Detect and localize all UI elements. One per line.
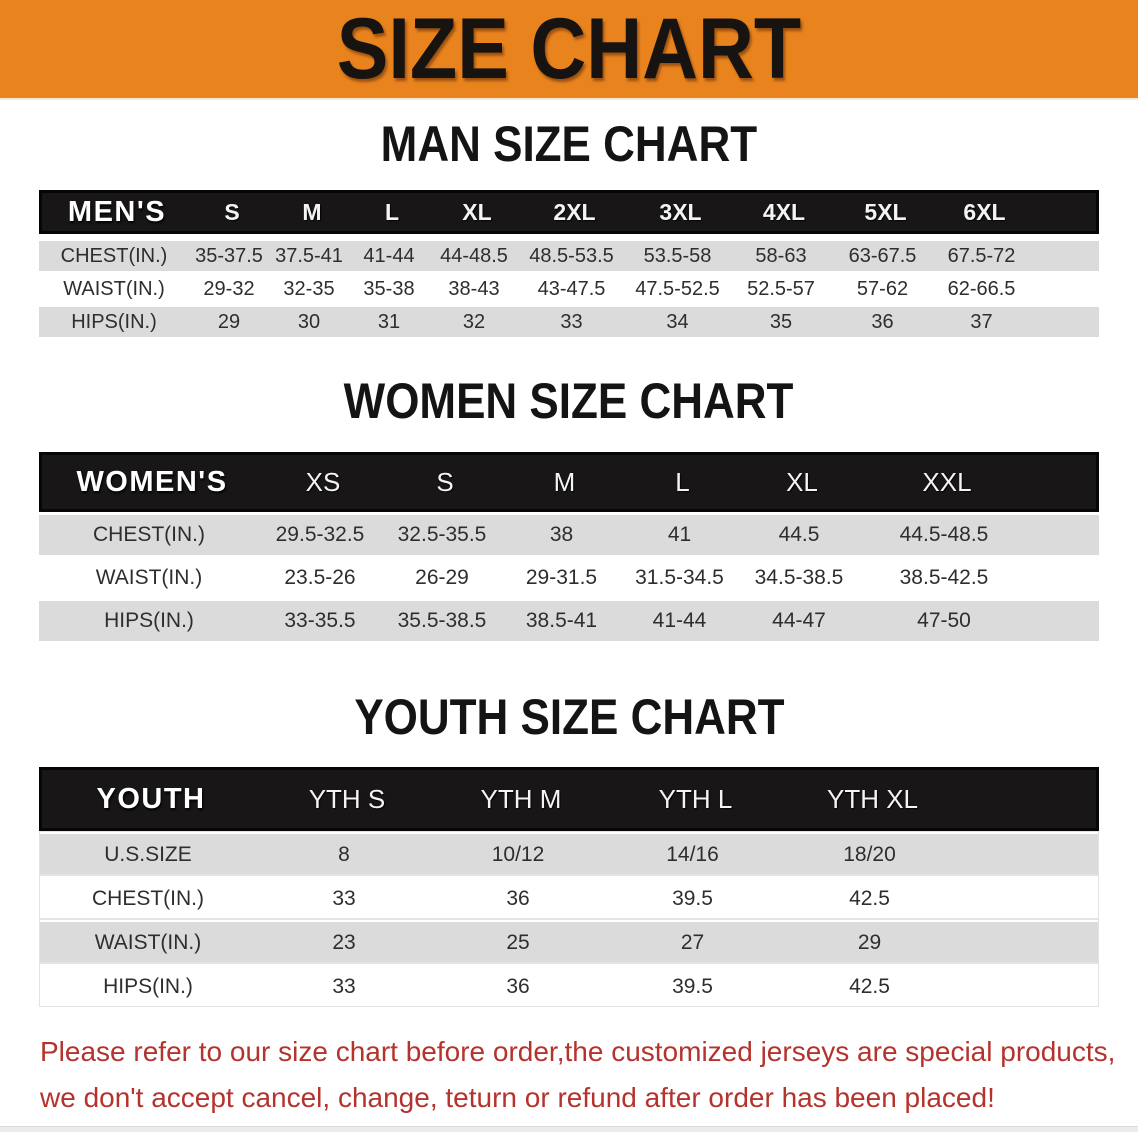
size-value-cell: 31 [377, 310, 401, 333]
size-value-cell: 23 [332, 930, 356, 954]
table-row [39, 919, 1099, 963]
banner [0, 0, 1138, 100]
size-value-cell: 58-63 [755, 244, 807, 267]
size-value-cell: 44-48.5 [440, 244, 508, 267]
size-value-cell: 25 [506, 930, 530, 954]
measurement-row-label: CHEST(IN.) [60, 244, 168, 267]
women-size-table [39, 452, 1099, 641]
table-row [39, 875, 1099, 919]
size-value-cell: 36 [506, 974, 530, 998]
size-value-cell: 36 [506, 886, 530, 910]
size-value-cell: 29 [217, 310, 241, 333]
size-column-header: L [384, 198, 400, 225]
size-value-cell: 57-62 [856, 277, 909, 300]
size-value-cell: 42.5 [849, 974, 890, 998]
size-column-header: L [675, 466, 690, 497]
table-body [39, 512, 1099, 641]
size-value-cell: 47-50 [917, 609, 971, 632]
size-value-cell: 23.5-26 [284, 566, 356, 589]
size-column-header: XS [305, 466, 341, 497]
table-body [39, 238, 1099, 337]
size-value-cell: 44.5 [778, 523, 820, 546]
table-group-label: WOMEN'S [76, 465, 228, 498]
table-row [39, 555, 1099, 598]
section-men [0, 116, 1138, 337]
size-value-cell: 48.5-53.5 [529, 244, 614, 267]
size-column-header: XXL [922, 466, 972, 497]
table-row [39, 271, 1099, 304]
size-value-cell: 29-31.5 [525, 566, 598, 589]
size-value-cell: 26-29 [415, 566, 469, 589]
size-value-cell: 33 [560, 310, 583, 333]
youth-size-table [39, 767, 1099, 1007]
size-column-header: XL [462, 198, 492, 225]
size-value-cell: 63-67.5 [848, 244, 917, 267]
table-row [39, 238, 1099, 271]
size-value-cell: 38.5-42.5 [899, 566, 989, 589]
measurement-row-label: U.S.SIZE [104, 842, 192, 866]
measurement-row-label: WAIST(IN.) [95, 566, 203, 589]
size-value-cell: 34 [666, 310, 689, 333]
size-value-cell: 52.5-57 [747, 277, 815, 300]
size-value-cell: 32.5-35.5 [397, 523, 487, 546]
banner-title: SIZE CHART [336, 1, 802, 97]
size-value-cell: 47.5-52.5 [635, 277, 720, 300]
table-body [39, 831, 1099, 1007]
measurement-row-label: HIPS(IN.) [71, 310, 157, 333]
size-column-header: YTH XL [826, 783, 919, 814]
measurement-row-label: HIPS(IN.) [104, 609, 194, 632]
size-value-cell: 39.5 [672, 974, 713, 998]
table-group-label: YOUTH [96, 782, 206, 815]
size-value-cell: 31.5-34.5 [635, 566, 724, 589]
size-value-cell: 44-47 [772, 609, 826, 632]
size-value-cell: 29-32 [203, 277, 255, 300]
men-section-heading-text: MAN SIZE CHART [380, 116, 758, 172]
table-header-row [39, 452, 1099, 512]
size-value-cell: 10/12 [491, 842, 545, 866]
size-value-cell: 35-37.5 [195, 244, 263, 267]
size-column-header: 6XL [963, 198, 1006, 225]
size-value-cell: 44.5-48.5 [899, 523, 989, 546]
table-row [39, 598, 1099, 641]
size-value-cell: 53.5-58 [643, 244, 712, 267]
men-size-table [39, 190, 1099, 337]
youth-section-heading-text: YOUTH SIZE CHART [353, 689, 785, 745]
measurement-row-label: CHEST(IN.) [93, 523, 205, 546]
size-column-header: 4XL [762, 198, 806, 225]
table-header-row [39, 767, 1099, 831]
size-value-cell: 38-43 [448, 277, 500, 300]
size-value-cell: 41-44 [363, 244, 415, 267]
table-row [39, 963, 1099, 1007]
measurement-row-label: WAIST(IN.) [94, 930, 202, 954]
section-women [0, 373, 1138, 641]
size-value-cell: 62-66.5 [947, 277, 1016, 300]
size-value-cell: 36 [871, 310, 894, 333]
size-value-cell: 34.5-38.5 [754, 566, 844, 589]
size-value-cell: 32 [462, 310, 486, 333]
size-value-cell: 43-47.5 [537, 277, 606, 300]
size-column-header: M [553, 466, 576, 497]
size-column-header: 2XL [553, 198, 596, 225]
size-value-cell: 38.5-41 [525, 609, 598, 632]
measurement-row-label: WAIST(IN.) [63, 277, 165, 300]
youth-section-heading [0, 689, 1138, 745]
size-value-cell: 35-38 [363, 277, 415, 300]
size-value-cell: 37.5-41 [275, 244, 343, 267]
size-value-cell: 67.5-72 [947, 244, 1016, 267]
content [0, 116, 1138, 1121]
size-column-header: YTH L [658, 783, 733, 814]
women-section-heading [0, 373, 1138, 429]
size-value-cell: 33-35.5 [284, 609, 356, 632]
size-column-header: YTH S [308, 783, 386, 814]
size-value-cell: 29 [857, 930, 882, 954]
size-value-cell: 8 [338, 842, 350, 866]
size-value-cell: 14/16 [666, 842, 719, 866]
size-value-cell: 18/20 [843, 842, 896, 866]
disclaimer-line-2: we don't accept cancel, change, teturn or refund after order has been placed! [40, 1082, 995, 1113]
disclaimer-line-1: Please refer to our size chart before order,the customized jerseys are special products, [40, 1036, 1116, 1067]
size-column-header: M [302, 198, 322, 225]
table-row [39, 831, 1099, 875]
table-row [39, 304, 1099, 337]
size-value-cell: 38 [549, 523, 574, 546]
table-group-label: MEN'S [67, 195, 167, 228]
size-value-cell: 33 [332, 886, 356, 910]
bottom-edge-strip [0, 1126, 1138, 1132]
size-value-cell: 35 [769, 310, 793, 333]
table-row [39, 512, 1099, 555]
size-value-cell: 27 [680, 930, 705, 954]
section-youth [0, 689, 1138, 1007]
size-column-header: S [436, 466, 454, 497]
men-section-heading [0, 116, 1138, 172]
women-section-heading-text: WOMEN SIZE CHART [344, 373, 794, 429]
size-value-cell: 41 [667, 523, 692, 546]
table-header-row [39, 190, 1099, 234]
size-value-cell: 29.5-32.5 [275, 523, 365, 546]
size-value-cell: 39.5 [672, 886, 713, 910]
measurement-row-label: CHEST(IN.) [92, 886, 204, 910]
size-column-header: S [224, 198, 240, 225]
size-column-header: XL [786, 466, 818, 497]
size-column-header: YTH M [480, 783, 562, 814]
size-value-cell: 32-35 [283, 277, 335, 300]
size-value-cell: 41-44 [652, 609, 707, 632]
measurement-row-label: HIPS(IN.) [103, 974, 193, 998]
size-column-header: 3XL [659, 198, 702, 225]
size-value-cell: 33 [332, 974, 356, 998]
size-value-cell: 30 [297, 310, 321, 333]
size-value-cell: 35.5-38.5 [397, 609, 487, 632]
size-value-cell: 37 [970, 310, 993, 333]
disclaimer [0, 1029, 1138, 1121]
size-column-header: 5XL [864, 198, 907, 225]
size-value-cell: 42.5 [849, 886, 890, 910]
